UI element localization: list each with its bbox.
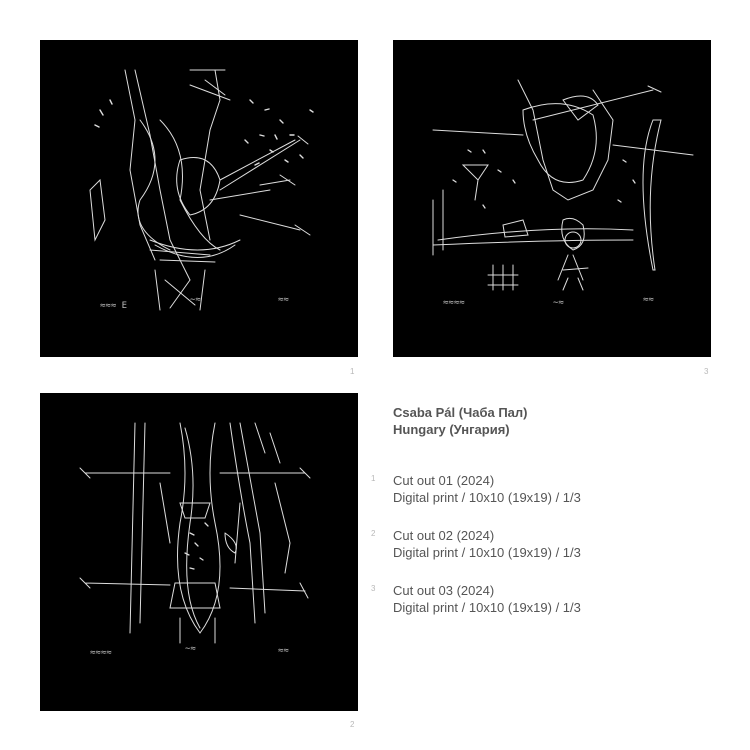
artwork-2-image bbox=[40, 393, 358, 711]
svg-text:≈≈≈≈: ≈≈≈≈ bbox=[90, 648, 112, 658]
svg-text:∼≈: ∼≈ bbox=[553, 298, 564, 308]
artwork-1-number: 1 bbox=[350, 367, 355, 376]
work-item bbox=[371, 527, 733, 561]
svg-text:≈≈≈ E: ≈≈≈ E bbox=[100, 301, 128, 311]
work-title: Cut out 03 (2024) bbox=[393, 583, 495, 598]
work-title: Cut out 02 (2024) bbox=[393, 528, 495, 543]
artwork-info bbox=[371, 404, 733, 615]
work-title: Cut out 01 (2024) bbox=[393, 473, 495, 488]
artwork-3-number: 3 bbox=[704, 367, 709, 376]
work-number: 1 bbox=[371, 474, 376, 483]
work-number: 3 bbox=[371, 584, 376, 593]
work-item bbox=[371, 582, 733, 616]
svg-text:≈≈: ≈≈ bbox=[278, 295, 289, 305]
svg-text:≈≈: ≈≈ bbox=[643, 295, 654, 305]
work-item bbox=[371, 472, 733, 506]
artist-country: Hungary (Унгария) bbox=[393, 422, 510, 437]
work-details: Digital print / 10x10 (19x19) / 1/3 bbox=[393, 490, 581, 505]
works-list bbox=[371, 472, 733, 637]
svg-text:∼≈: ∼≈ bbox=[185, 644, 196, 654]
svg-text:≈≈≈≈: ≈≈≈≈ bbox=[443, 298, 465, 308]
artwork-1-image bbox=[40, 40, 358, 357]
svg-text:∼≈: ∼≈ bbox=[190, 295, 201, 305]
artist-name: Csaba Pál (Чаба Пал) bbox=[393, 405, 528, 420]
artwork-3-image bbox=[393, 40, 711, 357]
work-number: 2 bbox=[371, 529, 376, 538]
work-details: Digital print / 10x10 (19x19) / 1/3 bbox=[393, 600, 581, 615]
svg-text:≈≈: ≈≈ bbox=[278, 646, 289, 656]
work-details: Digital print / 10x10 (19x19) / 1/3 bbox=[393, 545, 581, 560]
artwork-2-number: 2 bbox=[350, 720, 355, 729]
